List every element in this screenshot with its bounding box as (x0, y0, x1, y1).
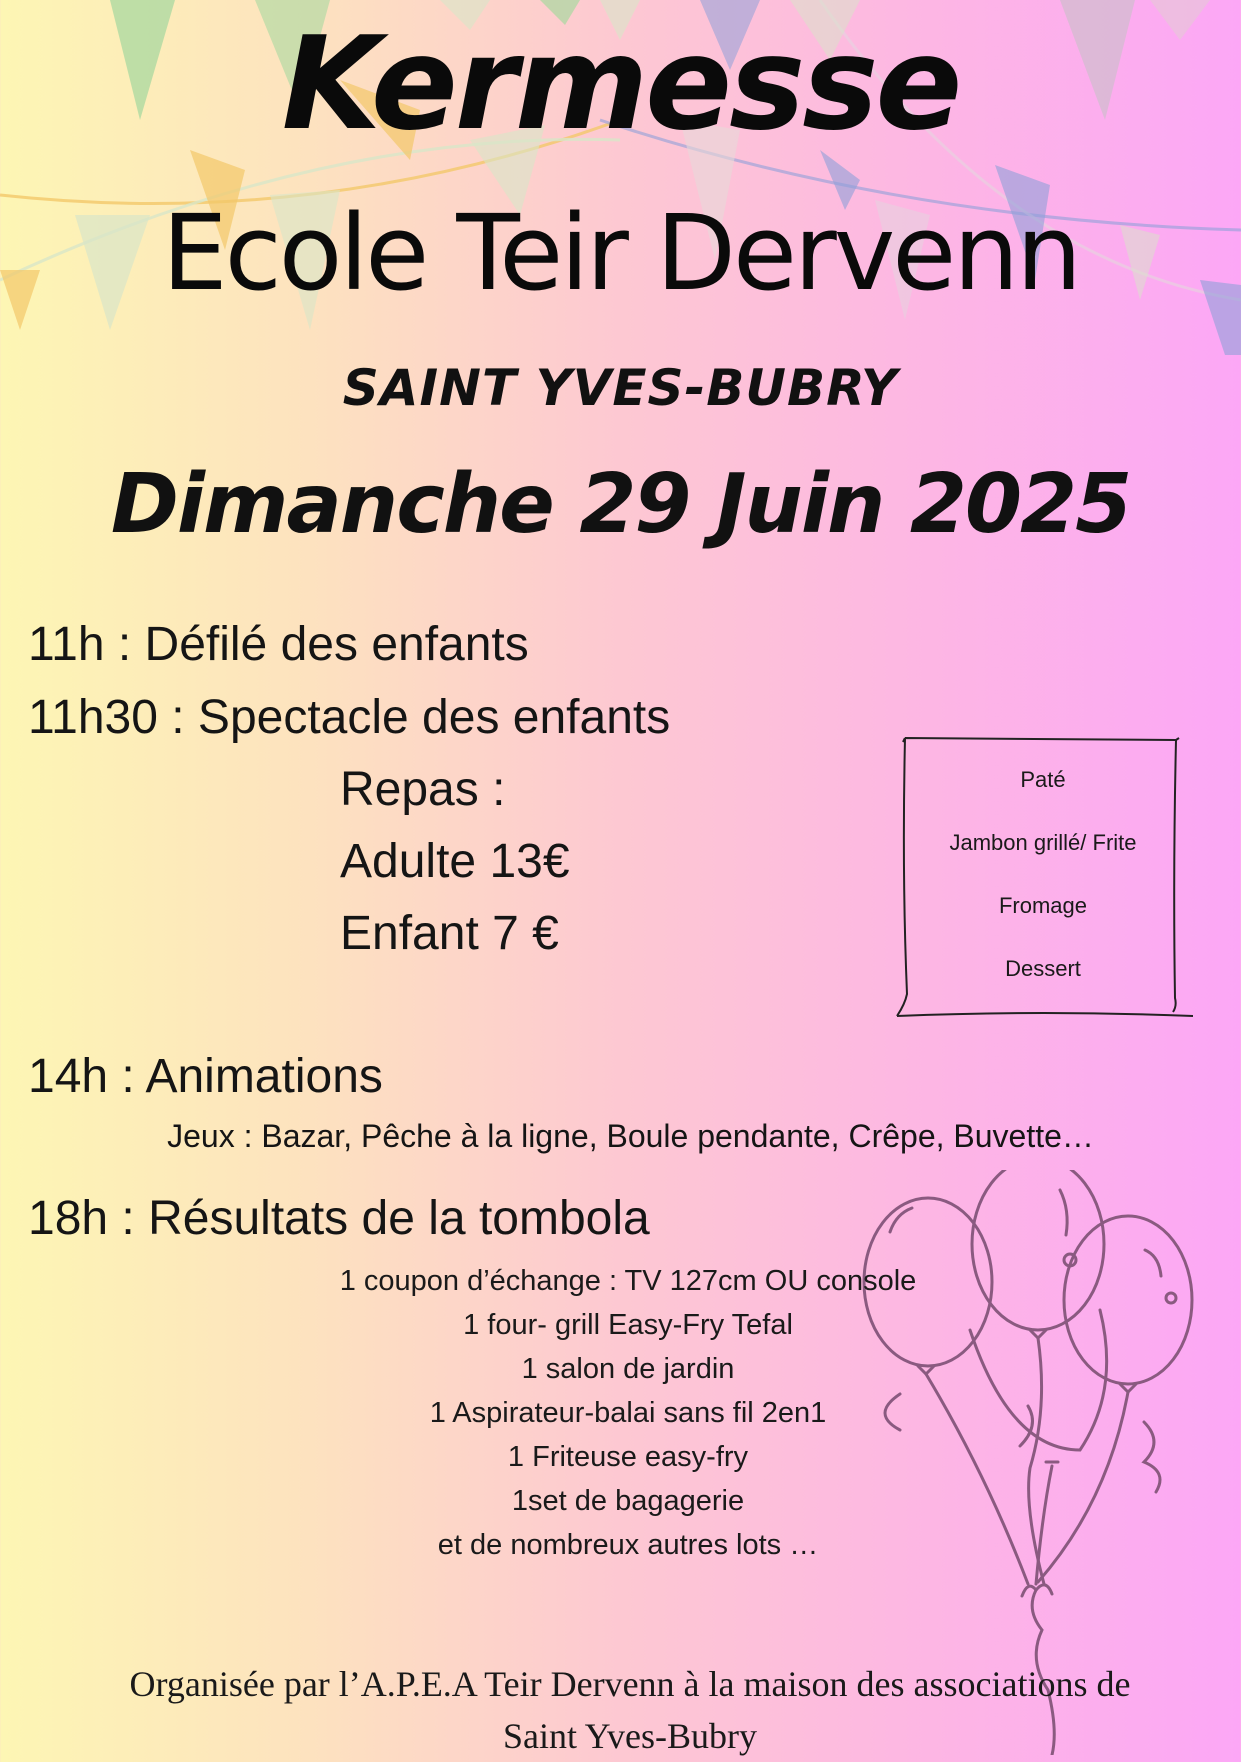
schedule-item-tombola: 18h : Résultats de la tombola (28, 1192, 650, 1245)
adult-price: Adulte 13€ (340, 835, 570, 888)
menu-item: Fromage (998, 893, 1088, 918)
menu-box (893, 734, 1193, 1020)
schedule-item-defile: 11h : Défilé des enfants (28, 618, 529, 671)
prize-item: 1set de bagagerie (511, 1485, 745, 1517)
footer-line: Saint Yves-Bubry (502, 1716, 758, 1756)
child-price: Enfant 7 € (340, 907, 559, 960)
town-name: SAINT YVES-BUBRY (342, 359, 899, 417)
footer-line: Organisée par l’A.P.E.A Teir Dervenn à la maison des associations de (129, 1664, 1131, 1704)
school-name: Ecole Teir Dervenn (161, 192, 1080, 314)
games-list: Jeux : Bazar, Pêche à la ligne, Boule pendante, Crêpe, Buvette… (167, 1118, 1094, 1154)
prize-item: 1 four- grill Easy-Fry Tefal (463, 1309, 793, 1341)
event-date: Dimanche 29 Juin 2025 (110, 457, 1131, 552)
schedule-item-animations: 14h : Animations (28, 1050, 383, 1103)
prize-list (0, 1259, 1241, 1567)
prize-item: et de nombreux autres lots … (437, 1529, 819, 1561)
menu-item: Dessert (1005, 956, 1081, 981)
prize-item: 1 salon de jardin (521, 1353, 735, 1385)
organizer-footer (40, 1658, 1220, 1762)
repas-label: Repas : (340, 763, 506, 816)
poster-title: Kermesse (281, 10, 960, 159)
schedule-item-spectacle: 11h30 : Spectacle des enfants (28, 691, 671, 744)
menu-item: Jambon grillé/ Frite (949, 830, 1137, 855)
menu-list (893, 748, 1193, 1000)
prize-item: 1 Aspirateur-balai sans fil 2en1 (429, 1397, 827, 1429)
menu-item: Paté (1020, 767, 1066, 792)
prize-item: 1 Friteuse easy-fry (507, 1441, 749, 1473)
prize-item: 1 coupon d’échange : TV 127cm OU console (339, 1265, 917, 1297)
